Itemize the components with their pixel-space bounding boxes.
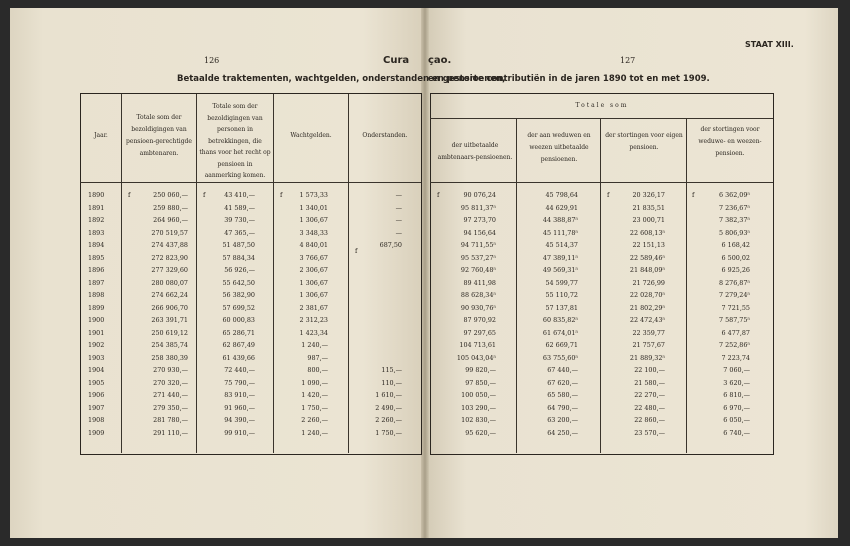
col-divider xyxy=(686,118,687,453)
ambtenaar-pensioen-cell: 97 850,— xyxy=(465,378,496,387)
currency-mark: f xyxy=(280,191,283,199)
ambtenaar-pensioen-cell: 97 273,70 xyxy=(463,216,496,224)
storting-weduwe-cell: 6 050,— xyxy=(723,416,750,424)
wachtgeld-cell: 3 766,67 xyxy=(299,253,328,262)
ambtenaar-pensioen-cell: 95 811,37⁵ xyxy=(460,203,496,212)
ambtenaar-pensioen-cell: 90 930,76⁵ xyxy=(460,303,496,312)
bezoldiging-cell: 263 391,71 xyxy=(151,316,188,324)
storting-eigen-cell: 23 570,— xyxy=(634,428,665,437)
bezoldiging-cell: 279 350,— xyxy=(153,403,188,412)
bezoldiging-cell: 272 823,90 xyxy=(151,253,188,262)
bezoldiging-cell: 250 060,— xyxy=(153,191,188,199)
storting-weduwe-cell: 7 252,86⁵ xyxy=(718,341,750,349)
ambtenaar-pensioen-cell: 100 050,— xyxy=(461,391,496,399)
col-divider xyxy=(121,94,122,453)
storting-weduwe-cell: 7 721,55 xyxy=(721,303,750,312)
header-col5: der uitbetaalde ambtenaars-pensioenen. xyxy=(437,142,513,161)
header-col7: der stortingen voor eigen pensioen. xyxy=(605,132,683,151)
wachtgeld-cell: 1 306,67 xyxy=(299,291,328,299)
betrekking-cell: 47 365,— xyxy=(224,228,255,237)
storting-eigen-cell: 21 802,29⁵ xyxy=(629,303,665,312)
ambtenaar-pensioen-cell: 89 411,98 xyxy=(463,278,496,287)
ambtenaar-pensioen-cell: 99 820,— xyxy=(465,366,496,374)
storting-weduwe-cell: 8 276,87⁵ xyxy=(718,278,750,287)
year-cell: 1896 xyxy=(88,266,105,274)
bezoldiging-cell: 270 930,— xyxy=(153,366,188,374)
betrekking-cell: 91 960,— xyxy=(224,403,255,412)
bezoldiging-cell: 271 440,— xyxy=(153,391,188,399)
weduwen-pensioen-cell: 45 514,37 xyxy=(545,241,578,249)
storting-weduwe-cell: 5 806,93⁵ xyxy=(718,228,750,237)
bezoldiging-cell: 266 906,70 xyxy=(151,303,188,312)
weduwen-pensioen-cell: 64 250,— xyxy=(547,428,578,437)
header-group: Totale som xyxy=(575,102,629,109)
onderstand-cell: 2 260,— xyxy=(375,416,402,424)
weduwen-pensioen-cell: 64 790,— xyxy=(547,403,578,412)
wachtgeld-cell: 1 750,— xyxy=(301,403,328,412)
storting-weduwe-cell: 3 620,— xyxy=(723,378,750,387)
storting-eigen-cell: 21 580,— xyxy=(634,378,665,387)
weduwen-pensioen-cell: 54 599,77 xyxy=(545,278,578,287)
year-cell: 1902 xyxy=(88,341,105,349)
year-cell: 1892 xyxy=(88,216,105,224)
storting-eigen-cell: 22 480,— xyxy=(634,403,665,412)
year-cell: 1905 xyxy=(88,378,105,387)
storting-eigen-cell: 22 028,70⁵ xyxy=(629,291,665,299)
wachtgeld-cell: 2 306,67 xyxy=(299,266,328,274)
currency-mark: f xyxy=(203,191,206,199)
storting-eigen-cell: 21 889,32⁵ xyxy=(629,353,665,362)
ambtenaar-pensioen-cell: 104 713,61 xyxy=(459,341,496,349)
wachtgeld-cell: 1 306,67 xyxy=(299,278,328,287)
year-cell: 1898 xyxy=(88,291,105,299)
weduwen-pensioen-cell: 67 440,— xyxy=(547,366,578,374)
storting-eigen-cell: 20 326,17 xyxy=(632,191,665,199)
wachtgeld-cell: 2 381,67 xyxy=(299,303,328,312)
header-col6: der aan weduwen en weezen uitbetaalde pensioenen. xyxy=(527,132,591,163)
ambtenaar-pensioen-cell: 88 628,34⁵ xyxy=(460,291,496,299)
weduwen-pensioen-cell: 60 835,82⁵ xyxy=(542,316,578,324)
col-divider xyxy=(516,118,517,453)
storting-weduwe-cell: 6 970,— xyxy=(723,403,750,412)
wachtgeld-cell: 1 573,33 xyxy=(299,191,328,199)
col-divider xyxy=(600,118,601,453)
storting-eigen-cell: 21 726,99 xyxy=(632,278,665,287)
left-header-rule xyxy=(80,182,421,183)
header-col4: Onderstanden. xyxy=(362,132,408,139)
betrekking-cell: 57 884,34 xyxy=(222,253,255,262)
wachtgeld-cell: 1 423,34 xyxy=(299,328,328,337)
year-cell: 1908 xyxy=(88,416,105,424)
ambtenaar-pensioen-cell: 92 760,48⁵ xyxy=(460,266,496,274)
year-cell: 1907 xyxy=(88,403,105,412)
staat-label: STAAT XIII. xyxy=(745,40,794,49)
ambtenaar-pensioen-cell: 97 297,65 xyxy=(463,328,496,337)
betrekking-cell: 55 642,50 xyxy=(222,278,255,287)
ambtenaar-pensioen-cell: 94 711,55⁵ xyxy=(460,241,496,249)
storting-weduwe-cell: 7 587,75⁵ xyxy=(718,316,750,324)
ambtenaar-pensioen-cell: 102 830,— xyxy=(461,416,496,424)
onderstand-cell: 115,— xyxy=(381,366,402,374)
col-divider xyxy=(196,94,197,453)
storting-eigen-cell: 23 000,71 xyxy=(632,216,665,224)
onderstand-cell: — xyxy=(395,191,402,199)
storting-weduwe-cell: 7 382,37⁵ xyxy=(718,216,750,224)
bezoldiging-cell: 254 385,74 xyxy=(151,341,188,349)
year-cell: 1900 xyxy=(88,316,105,324)
bezoldiging-cell: 274 662,24 xyxy=(151,291,188,299)
betrekking-cell: 56 382,90 xyxy=(222,291,255,299)
weduwen-pensioen-cell: 55 110,72 xyxy=(545,291,578,299)
betrekking-cell: 43 410,— xyxy=(224,191,255,199)
year-cell: 1895 xyxy=(88,253,105,262)
weduwen-pensioen-cell: 45 111,78⁵ xyxy=(542,228,578,237)
currency-mark: f xyxy=(128,191,131,199)
wachtgeld-cell: 1 240,— xyxy=(301,341,328,349)
onderstand-cell: — xyxy=(395,203,402,212)
storting-eigen-cell: 22 472,43⁵ xyxy=(629,316,665,324)
storting-eigen-cell: 22 151,13 xyxy=(632,241,665,249)
storting-weduwe-cell: 6 362,09⁵ xyxy=(718,191,750,199)
year-cell: 1901 xyxy=(88,328,105,337)
subtitle-right: en gestorte contributiën in de jaren 1890 tot en met 1909. xyxy=(428,74,710,84)
bezoldiging-cell: 259 880,— xyxy=(153,203,188,212)
col-divider xyxy=(273,94,274,453)
onderstand-cell: 1 610,— xyxy=(375,391,402,399)
storting-eigen-cell: 22 608,13⁵ xyxy=(629,228,665,237)
storting-weduwe-cell: 6 925,26 xyxy=(721,266,750,274)
weduwen-pensioen-cell: 44 388,87⁵ xyxy=(542,216,578,224)
weduwen-pensioen-cell: 47 389,11⁵ xyxy=(542,253,578,262)
betrekking-cell: 56 926,— xyxy=(224,266,255,274)
betrekking-cell: 94 390,— xyxy=(224,416,255,424)
year-cell: 1894 xyxy=(88,241,105,249)
bezoldiging-cell: 274 437,88 xyxy=(151,241,188,249)
storting-weduwe-cell: 7 060,— xyxy=(723,366,750,374)
wachtgeld-cell: 1 340,01 xyxy=(299,203,328,212)
betrekking-cell: 61 439,66 xyxy=(222,353,255,362)
year-cell: 1897 xyxy=(88,278,105,287)
wachtgeld-cell: 1 240,— xyxy=(301,428,328,437)
wachtgeld-cell: 2 260,— xyxy=(301,416,328,424)
group-header-rule xyxy=(430,118,773,119)
wachtgeld-cell: 800,— xyxy=(307,366,328,374)
year-cell: 1893 xyxy=(88,228,105,237)
bezoldiging-cell: 281 780,— xyxy=(153,416,188,424)
year-cell: 1909 xyxy=(88,428,105,437)
betrekking-cell: 99 910,— xyxy=(224,428,255,437)
weduwen-pensioen-cell: 62 669,71 xyxy=(545,341,578,349)
weduwen-pensioen-cell: 49 569,31⁵ xyxy=(542,266,578,274)
col-divider xyxy=(348,94,349,453)
year-cell: 1899 xyxy=(88,303,105,312)
wachtgeld-cell: 3 348,33 xyxy=(299,228,328,237)
header-col1: Totale som der bezoldigingen van pensioen-gerechtigde ambtenaren. xyxy=(126,114,192,157)
weduwen-pensioen-cell: 67 620,— xyxy=(547,378,578,387)
storting-weduwe-cell: 7 236,67⁵ xyxy=(718,203,750,212)
onderstand-cell: — xyxy=(395,228,402,237)
onderstand-cell: 687,50 xyxy=(379,241,402,249)
betrekking-cell: 51 487,50 xyxy=(222,241,255,249)
bezoldiging-cell: 250 619,12 xyxy=(151,328,188,337)
onderstand-cell: 2 490,— xyxy=(375,403,402,412)
betrekking-cell: 57 699,52 xyxy=(222,303,255,312)
betrekking-cell: 41 589,— xyxy=(224,203,255,212)
bezoldiging-cell: 280 080,07 xyxy=(151,278,188,287)
year-cell: 1890 xyxy=(88,191,105,199)
bezoldiging-cell: 277 329,60 xyxy=(151,266,188,274)
storting-eigen-cell: 21 835,51 xyxy=(632,203,665,212)
weduwen-pensioen-cell: 63 755,60⁵ xyxy=(542,353,578,362)
title-left-part: Cura xyxy=(383,55,410,66)
book-spine xyxy=(421,8,429,538)
header-col8: der stortingen voor weduwe- en weezen-pensioen. xyxy=(698,126,762,157)
ambtenaar-pensioen-cell: 94 156,64 xyxy=(463,228,496,237)
wachtgeld-cell: 4 840,01 xyxy=(299,241,328,249)
storting-weduwe-cell: 6 740,— xyxy=(723,428,750,437)
onderstand-cell: 1 750,— xyxy=(375,428,402,437)
storting-weduwe-cell: 7 279,24⁵ xyxy=(718,291,750,299)
currency-mark: f xyxy=(692,191,695,199)
currency-mark: f xyxy=(355,247,358,255)
ambtenaar-pensioen-cell: 87 970,92 xyxy=(463,316,496,324)
wachtgeld-cell: 2 312,23 xyxy=(299,316,328,324)
storting-eigen-cell: 22 100,— xyxy=(634,366,665,374)
storting-weduwe-cell: 7 223,74 xyxy=(721,353,750,362)
wachtgeld-cell: 987,— xyxy=(307,353,328,362)
betrekking-cell: 72 440,— xyxy=(224,366,255,374)
bezoldiging-cell: 291 110,— xyxy=(153,428,188,437)
betrekking-cell: 60 000,83 xyxy=(222,316,255,324)
storting-eigen-cell: 22 270,— xyxy=(634,391,665,399)
bezoldiging-cell: 270 320,— xyxy=(153,378,188,387)
year-cell: 1904 xyxy=(88,366,105,374)
ambtenaar-pensioen-cell: 95 537,27⁵ xyxy=(460,253,496,262)
betrekking-cell: 75 790,— xyxy=(224,378,255,387)
storting-eigen-cell: 22 589,46⁵ xyxy=(629,253,665,262)
weduwen-pensioen-cell: 63 200,— xyxy=(547,416,578,424)
currency-mark: f xyxy=(607,191,610,199)
betrekking-cell: 62 867,49 xyxy=(222,341,255,349)
ambtenaar-pensioen-cell: 103 290,— xyxy=(461,403,496,412)
weduwen-pensioen-cell: 61 674,01⁵ xyxy=(542,328,578,337)
header-col2: Totale som der bezoldigingen van personen in betrekkingen, die thans voor het recht op pensioen in aanmerking komen. xyxy=(199,103,271,179)
storting-eigen-cell: 22 860,— xyxy=(634,416,665,424)
ambtenaar-pensioen-cell: 105 043,04⁵ xyxy=(456,353,496,362)
year-cell: 1903 xyxy=(88,353,105,362)
storting-eigen-cell: 21 757,67 xyxy=(632,341,665,349)
betrekking-cell: 39 730,— xyxy=(224,216,255,224)
header-col3: Wachtgelden. xyxy=(290,132,332,139)
ambtenaar-pensioen-cell: 95 620,— xyxy=(465,428,496,437)
bezoldiging-cell: 264 960,— xyxy=(153,216,188,224)
storting-weduwe-cell: 6 168,42 xyxy=(721,241,750,249)
betrekking-cell: 83 910,— xyxy=(224,391,255,399)
storting-eigen-cell: 22 359,77 xyxy=(632,328,665,337)
wachtgeld-cell: 1 420,— xyxy=(301,391,328,399)
wachtgeld-cell: 1 306,67 xyxy=(299,216,328,224)
right-page-number: 127 xyxy=(620,56,636,65)
year-cell: 1906 xyxy=(88,391,105,399)
left-page-number: 126 xyxy=(204,56,220,65)
bezoldiging-cell: 258 380,39 xyxy=(151,353,188,362)
onderstand-cell: 110,— xyxy=(381,378,402,387)
betrekking-cell: 65 286,71 xyxy=(222,328,255,337)
wachtgeld-cell: 1 090,— xyxy=(301,378,328,387)
storting-weduwe-cell: 6 500,02 xyxy=(721,253,750,262)
year-cell: 1891 xyxy=(88,203,105,212)
weduwen-pensioen-cell: 45 798,64 xyxy=(545,191,578,199)
weduwen-pensioen-cell: 44 629,91 xyxy=(545,203,578,212)
weduwen-pensioen-cell: 65 580,— xyxy=(547,391,578,399)
title-right-part: çao. xyxy=(428,55,452,66)
onderstand-cell: — xyxy=(395,216,402,224)
ambtenaar-pensioen-cell: 90 076,24 xyxy=(463,191,496,199)
storting-weduwe-cell: 6 477,87 xyxy=(721,328,750,337)
bezoldiging-cell: 270 519,57 xyxy=(151,228,188,237)
header-jaar: Jaar. xyxy=(94,132,108,139)
storting-eigen-cell: 21 848,09⁵ xyxy=(629,266,665,274)
weduwen-pensioen-cell: 57 137,81 xyxy=(545,303,578,312)
right-header-rule xyxy=(430,182,773,183)
currency-mark: f xyxy=(437,191,440,199)
subtitle-left: Betaalde traktementen, wachtgelden, onderstanden en pensioenen, xyxy=(177,74,506,84)
storting-weduwe-cell: 6 810,— xyxy=(723,391,750,399)
